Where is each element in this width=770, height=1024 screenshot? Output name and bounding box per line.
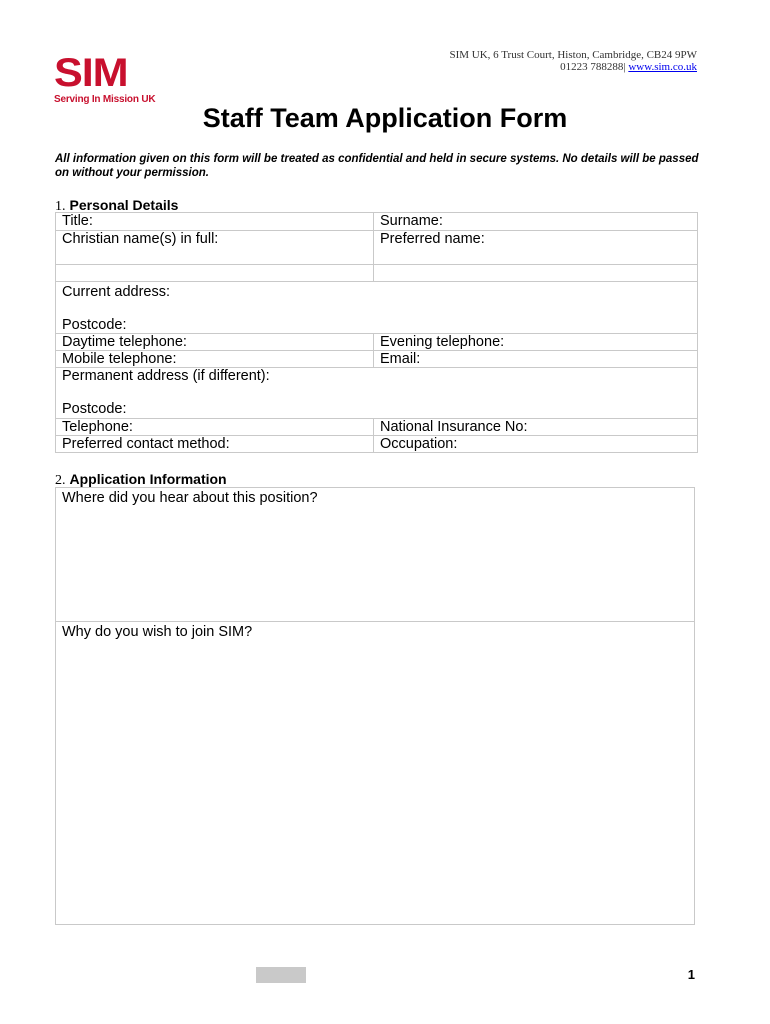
page-number: 1 [687,967,695,982]
email-field[interactable]: Email: [374,351,698,368]
postcode-label: Postcode: [62,401,127,417]
page-title: Staff Team Application Form [202,103,568,133]
mobile-telephone-field[interactable]: Mobile telephone: [56,351,374,368]
preferred-name-blank[interactable] [374,265,698,282]
christian-names-blank[interactable] [56,265,374,282]
daytime-telephone-field[interactable]: Daytime telephone: [56,334,374,351]
telephone-field[interactable]: Telephone: [56,419,374,436]
logo-tagline: Serving In Mission UK [54,94,156,105]
current-address-label: Current address: [62,284,170,300]
permanent-address-field[interactable] [56,368,698,419]
org-phone: 01223 788288| [560,61,626,73]
confidentiality-notice: All information given on this form will be treated as confidential and held in secure systems. No details will be passed on without your permission. [55,153,699,179]
org-address: SIM UK, 6 Trust Court, Histon, Cambridge, CB24 9PW [449,49,697,61]
why-join-sim-field[interactable] [55,621,695,925]
occupation-field[interactable]: Occupation: [374,436,698,453]
title-field[interactable]: Title: [56,213,374,231]
preferred-contact-method-field[interactable]: Preferred contact method: [56,436,374,453]
section-number: 1. [55,199,66,214]
section-title: Personal Details [69,197,179,213]
current-address-field[interactable] [56,282,698,334]
personal-details-table [55,212,698,453]
org-contact-line [449,61,697,73]
logo-wordmark: SIM [54,51,128,95]
national-insurance-field[interactable]: National Insurance No: [374,419,698,436]
christian-names-field[interactable]: Christian name(s) in full: [56,231,374,265]
org-address-block [449,49,697,73]
permanent-address-label: Permanent address (if different): [62,368,270,384]
evening-telephone-field[interactable]: Evening telephone: [374,334,698,351]
preferred-name-field[interactable]: Preferred name: [374,231,698,265]
footer-placeholder-box [256,967,306,983]
surname-field[interactable]: Surname: [374,213,698,231]
section-number: 2. [55,473,66,488]
why-join-sim-label: Why do you wish to join SIM? [62,624,253,640]
section-title: Application Information [69,471,227,487]
org-website-link[interactable]: www.sim.co.uk [628,61,697,73]
postcode-label: Postcode: [62,317,127,333]
sim-logo [54,51,164,105]
hear-about-position-label: Where did you hear about this position? [62,490,318,506]
hear-about-position-field[interactable] [55,487,695,622]
